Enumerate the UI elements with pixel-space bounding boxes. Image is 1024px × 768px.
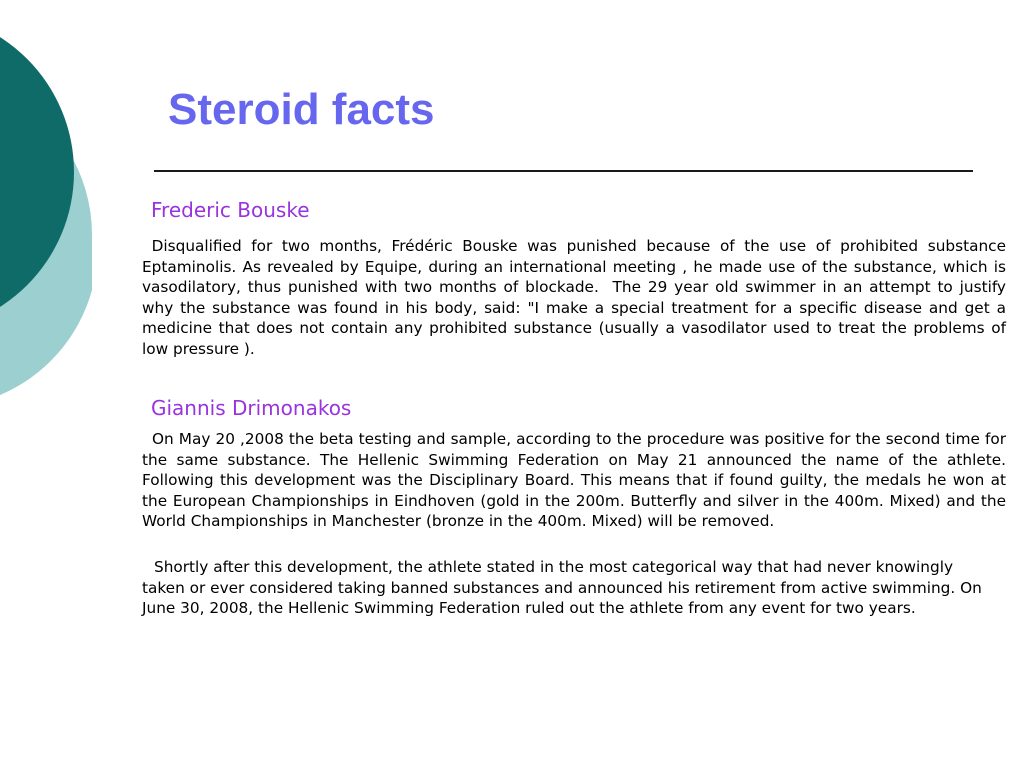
paragraph-bouske: Disqualified for two months, Frédéric Bouske was punished because of the use of prohibited substance Eptaminolis. As revealed by Equipe, during an international meeting , he made use of the substance, which is vasodilatory, thus punished with two months of blockade. The 29 year old swimmer in an attempt to justify why the substance was found in his body, said: "I make a special treatment for a specific disease and get a medicine that does not contain any prohibited substance (usually a vasodilator used to treat the problems of low pressure ). [142, 237, 1011, 358]
section-heading-bouske: Frederic Bouske [151, 198, 310, 222]
decorative-circles [0, 0, 100, 400]
slide-title: Steroid facts [168, 85, 435, 134]
title-divider [154, 170, 973, 172]
paragraph-drimonakos-1: On May 20 ,2008 the beta testing and sample, according to the procedure was positive for the second time for the same substance. The Hellenic Swimming Federation on May 21 announced the name of the athlete. Following this development was the Disciplinary Board. This means that if found guilty, the medals he won at the European Championships in Eindhoven (gold in the 200m. Butterfly and silver in the 400m. Mixed) and the World Championships in Manchester (bronze in the 400m. Mixed) will be removed. [142, 430, 1006, 531]
section-heading-drimonakos: Giannis Drimonakos [151, 396, 352, 420]
paragraph-drimonakos-2: Shortly after this development, the athlete stated in the most categorical way that had never knowingly taken or ever considered taking banned substances and announced his retirement from active swimming. On June 30, 2008, the Hellenic Swimming Federation ruled out the athlete from any event for two years. [142, 558, 982, 618]
